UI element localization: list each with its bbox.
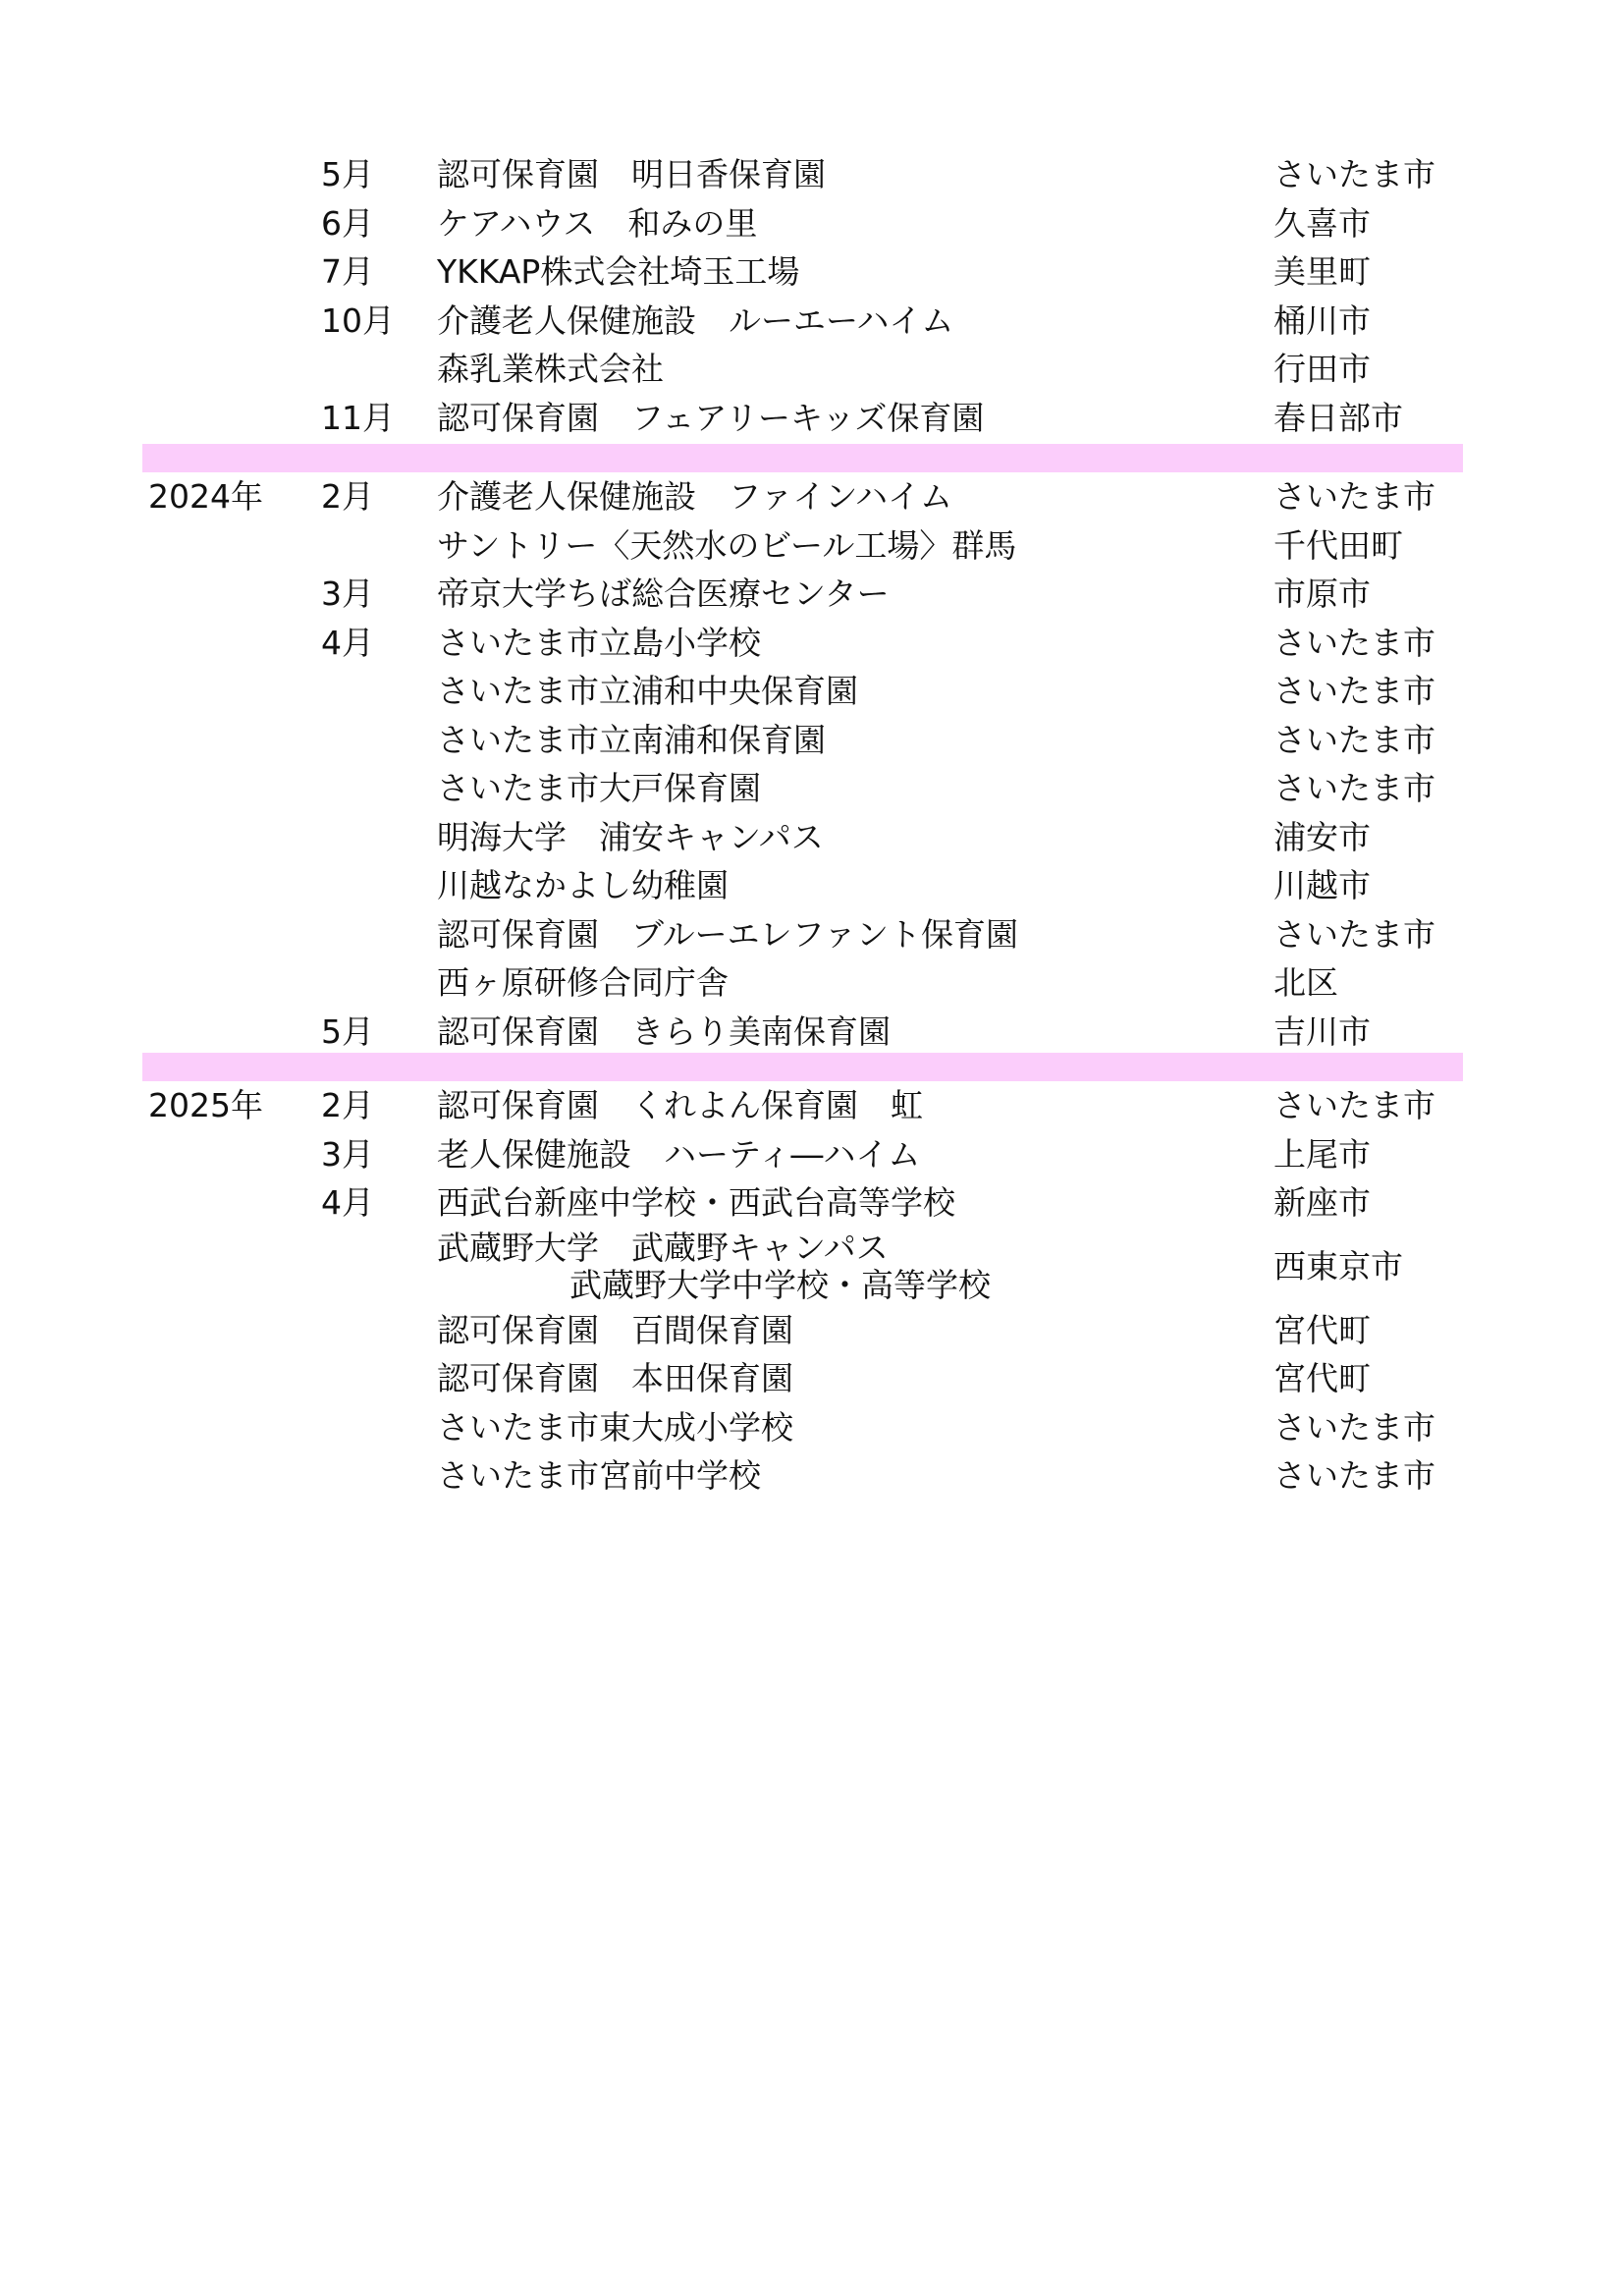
- list-item: [142, 1130, 1463, 1179]
- city-name: さいたま市: [1273, 623, 1435, 662]
- facility-name: 認可保育園 くれよん保育園 虹: [437, 1086, 923, 1124]
- city-name: さいたま市: [1273, 1086, 1435, 1124]
- list-item: [142, 1228, 1463, 1306]
- month-label: 3月: [321, 574, 374, 613]
- list-item: [142, 619, 1463, 668]
- list-item: [142, 958, 1463, 1008]
- facility-name: 森乳業株式会社: [437, 350, 664, 388]
- list-item: [142, 472, 1463, 521]
- section-2024: [142, 472, 1463, 1056]
- list-item: [142, 910, 1463, 959]
- month-label: 2月: [321, 1086, 374, 1124]
- list-item: [142, 1451, 1463, 1501]
- facility-name: さいたま市大戸保育園: [437, 769, 761, 807]
- facility-name: さいたま市宮前中学校: [437, 1456, 761, 1495]
- city-name: さいたま市: [1273, 769, 1435, 807]
- city-name: 市原市: [1273, 574, 1371, 613]
- month-label: 4月: [321, 1183, 374, 1222]
- list-item: [142, 667, 1463, 716]
- section-2025: [142, 1081, 1463, 1501]
- month-label: 7月: [321, 252, 374, 291]
- facility-name: 西武台新座中学校・西武台高等学校: [437, 1183, 955, 1222]
- list-item: [142, 1306, 1463, 1355]
- city-name: さいたま市: [1273, 914, 1435, 954]
- facility-name-line2: 武蔵野大学中学校・高等学校: [569, 1265, 991, 1304]
- facility-name: さいたま市東大成小学校: [437, 1407, 793, 1447]
- city-name: さいたま市: [1273, 672, 1435, 710]
- year-separator: [142, 1053, 1463, 1081]
- city-name: 宮代町: [1273, 1359, 1371, 1397]
- list-item: [142, 150, 1463, 199]
- city-name: さいたま市: [1273, 155, 1435, 193]
- facility-name: 老人保健施設 ハーティ―ハイム: [437, 1134, 921, 1174]
- year-separator: [142, 444, 1463, 472]
- list-item: [142, 345, 1463, 394]
- facility-name: さいたま市立南浦和保育園: [437, 720, 826, 759]
- section-previous-year: [142, 150, 1463, 442]
- facility-name: さいたま市立浦和中央保育園: [437, 672, 858, 710]
- facility-name: 認可保育園 フェアリーキッズ保育園: [437, 398, 985, 437]
- list-item: [142, 1403, 1463, 1452]
- month-label: 10月: [321, 301, 395, 340]
- city-name: 上尾市: [1273, 1134, 1371, 1174]
- city-name: 川越市: [1273, 866, 1371, 904]
- facility-name: サントリー〈天然水のビール工場〉群馬: [437, 525, 1017, 565]
- facility-name: 認可保育園 百間保育園: [437, 1310, 793, 1349]
- city-name: 春日部市: [1273, 398, 1403, 437]
- list-item: [142, 861, 1463, 910]
- list-item: [142, 247, 1463, 297]
- city-name: 宮代町: [1273, 1310, 1371, 1349]
- facility-name-line1: 武蔵野大学 武蔵野キャンパス: [437, 1228, 889, 1267]
- facility-name: [437, 1230, 991, 1304]
- list-item: [142, 1008, 1463, 1057]
- list-item: [142, 716, 1463, 765]
- facility-name: 介護老人保健施設 ファインハイム: [437, 477, 953, 516]
- month-label: 5月: [321, 1011, 374, 1051]
- city-name: さいたま市: [1273, 720, 1435, 759]
- facility-name: 川越なかよし幼稚園: [437, 866, 729, 904]
- facility-name: さいたま市立島小学校: [437, 623, 761, 662]
- year-label: 2024年: [148, 477, 263, 516]
- month-label: 3月: [321, 1134, 374, 1174]
- facility-name: 認可保育園 きらり美南保育園: [437, 1011, 891, 1051]
- year-label: 2025年: [148, 1086, 263, 1124]
- facility-name: 西ヶ原研修合同庁舎: [437, 963, 729, 1002]
- list-item: [142, 394, 1463, 443]
- facility-name: YKKAP株式会社埼玉工場: [437, 252, 800, 291]
- city-name: 浦安市: [1273, 817, 1371, 856]
- city-name: 吉川市: [1273, 1011, 1371, 1051]
- city-name: 桶川市: [1273, 301, 1371, 340]
- month-label: 4月: [321, 623, 374, 662]
- month-label: 5月: [321, 155, 374, 193]
- city-name: さいたま市: [1273, 477, 1435, 516]
- list-item: [142, 570, 1463, 619]
- facility-name: 認可保育園 明日香保育園: [437, 155, 826, 193]
- city-name: 西東京市: [1273, 1246, 1403, 1285]
- list-item: [142, 813, 1463, 862]
- facility-name: 認可保育園 本田保育園: [437, 1359, 793, 1397]
- facility-name: 帝京大学ちば総合医療センター: [437, 574, 890, 613]
- list-item: [142, 199, 1463, 248]
- city-name: 行田市: [1273, 350, 1371, 388]
- month-label: 11月: [321, 398, 395, 437]
- city-name: さいたま市: [1273, 1456, 1435, 1495]
- list-item: [142, 297, 1463, 346]
- city-name: 北区: [1273, 963, 1338, 1002]
- city-name: 千代田町: [1273, 525, 1403, 565]
- list-item: [142, 1081, 1463, 1130]
- facility-name: 認可保育園 ブルーエレファント保育園: [437, 914, 1019, 954]
- facility-name: 介護老人保健施設 ルーエーハイム: [437, 301, 954, 340]
- list-item: [142, 1178, 1463, 1228]
- facility-name: 明海大学 浦安キャンパス: [437, 817, 824, 856]
- month-label: 6月: [321, 203, 374, 243]
- city-name: 美里町: [1273, 252, 1371, 291]
- city-name: 新座市: [1273, 1183, 1371, 1222]
- city-name: さいたま市: [1273, 1407, 1435, 1447]
- list-item: [142, 1354, 1463, 1403]
- city-name: 久喜市: [1273, 203, 1371, 243]
- list-item: [142, 764, 1463, 813]
- list-item: [142, 521, 1463, 571]
- facility-name: ケアハウス 和みの里: [437, 203, 758, 243]
- month-label: 2月: [321, 477, 374, 516]
